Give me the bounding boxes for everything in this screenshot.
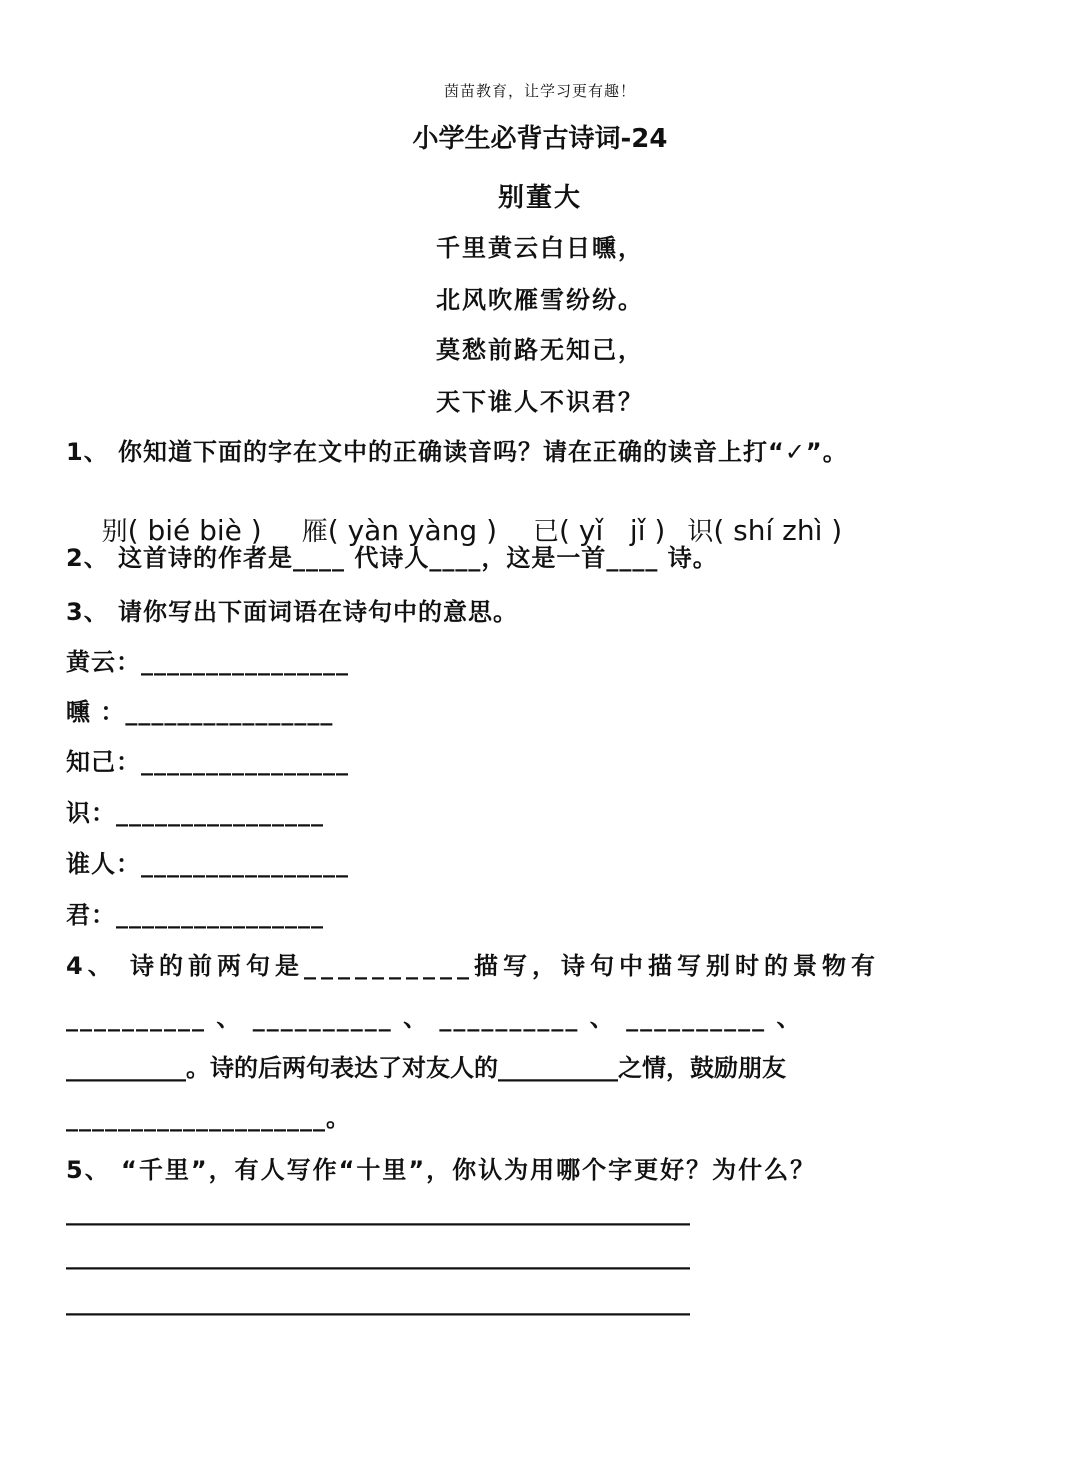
- poem-line-1: 千里黄云白日曛，: [436, 234, 644, 262]
- pinyin-char: 识: [687, 517, 714, 547]
- definition-blank[interactable]: 君：________________: [66, 901, 324, 929]
- question-2[interactable]: 2、 这首诗的作者是____ 代诗人____，这是一首____ 诗。: [66, 544, 718, 572]
- question-5: 5、 “千里”，有人写作“十里”，你认为用哪个字更好？为什么？: [66, 1156, 817, 1184]
- poem-line-3: 莫愁前路无知己，: [436, 336, 644, 364]
- definition-blank[interactable]: 识：________________: [66, 799, 324, 827]
- question-4-line-4[interactable]: ____________________。: [66, 1104, 351, 1132]
- question-3: 3、 请你写出下面词语在诗句中的意思。: [66, 598, 519, 626]
- poem-line-2: 北风吹雁雪纷纷。: [436, 286, 644, 314]
- question-1: 1、 你知道下面的字在文中的正确读音吗？请在正确的读音上打“✓”。: [66, 438, 848, 466]
- pinyin-choice[interactable]: ( bié biè ): [127, 514, 262, 547]
- answer-line[interactable]: ____________________________________________________: [66, 1198, 690, 1226]
- pinyin-choice[interactable]: ( shí zhì ): [713, 514, 843, 547]
- definition-blank[interactable]: 曛 ：________________: [66, 698, 334, 726]
- pinyin-char: 别: [101, 517, 128, 547]
- poem-line-4: 天下谁人不识君？: [436, 388, 644, 416]
- definition-blank[interactable]: 黄云：________________: [66, 648, 349, 676]
- worksheet-title: 小学生必背古诗词-24: [412, 124, 668, 154]
- question-4-line-2[interactable]: __________ 、 __________ 、 __________ 、 __________ 、: [66, 1004, 803, 1032]
- pinyin-choice[interactable]: ( yàn yàng ): [327, 514, 498, 547]
- answer-line[interactable]: ____________________________________________________: [66, 1288, 690, 1316]
- pinyin-char: 雁: [301, 517, 328, 547]
- pinyin-choice[interactable]: ( yǐ jǐ ): [559, 514, 666, 547]
- poem-title: 别董大: [497, 183, 582, 213]
- answer-line[interactable]: ____________________________________________________: [66, 1242, 690, 1270]
- pinyin-char: 已: [533, 517, 560, 547]
- definition-blank[interactable]: 谁人：________________: [66, 850, 349, 878]
- question-4-line-1[interactable]: 4、 诗的前两句是__________描写，诗句中描写别时的景物有: [66, 952, 881, 980]
- definition-blank[interactable]: 知己：________________: [66, 748, 349, 776]
- page-header: 茵苗教育，让学习更有趣！: [443, 82, 636, 100]
- question-4-line-3[interactable]: __________。诗的后两句表达了对友人的__________之情，鼓励朋友: [66, 1054, 786, 1082]
